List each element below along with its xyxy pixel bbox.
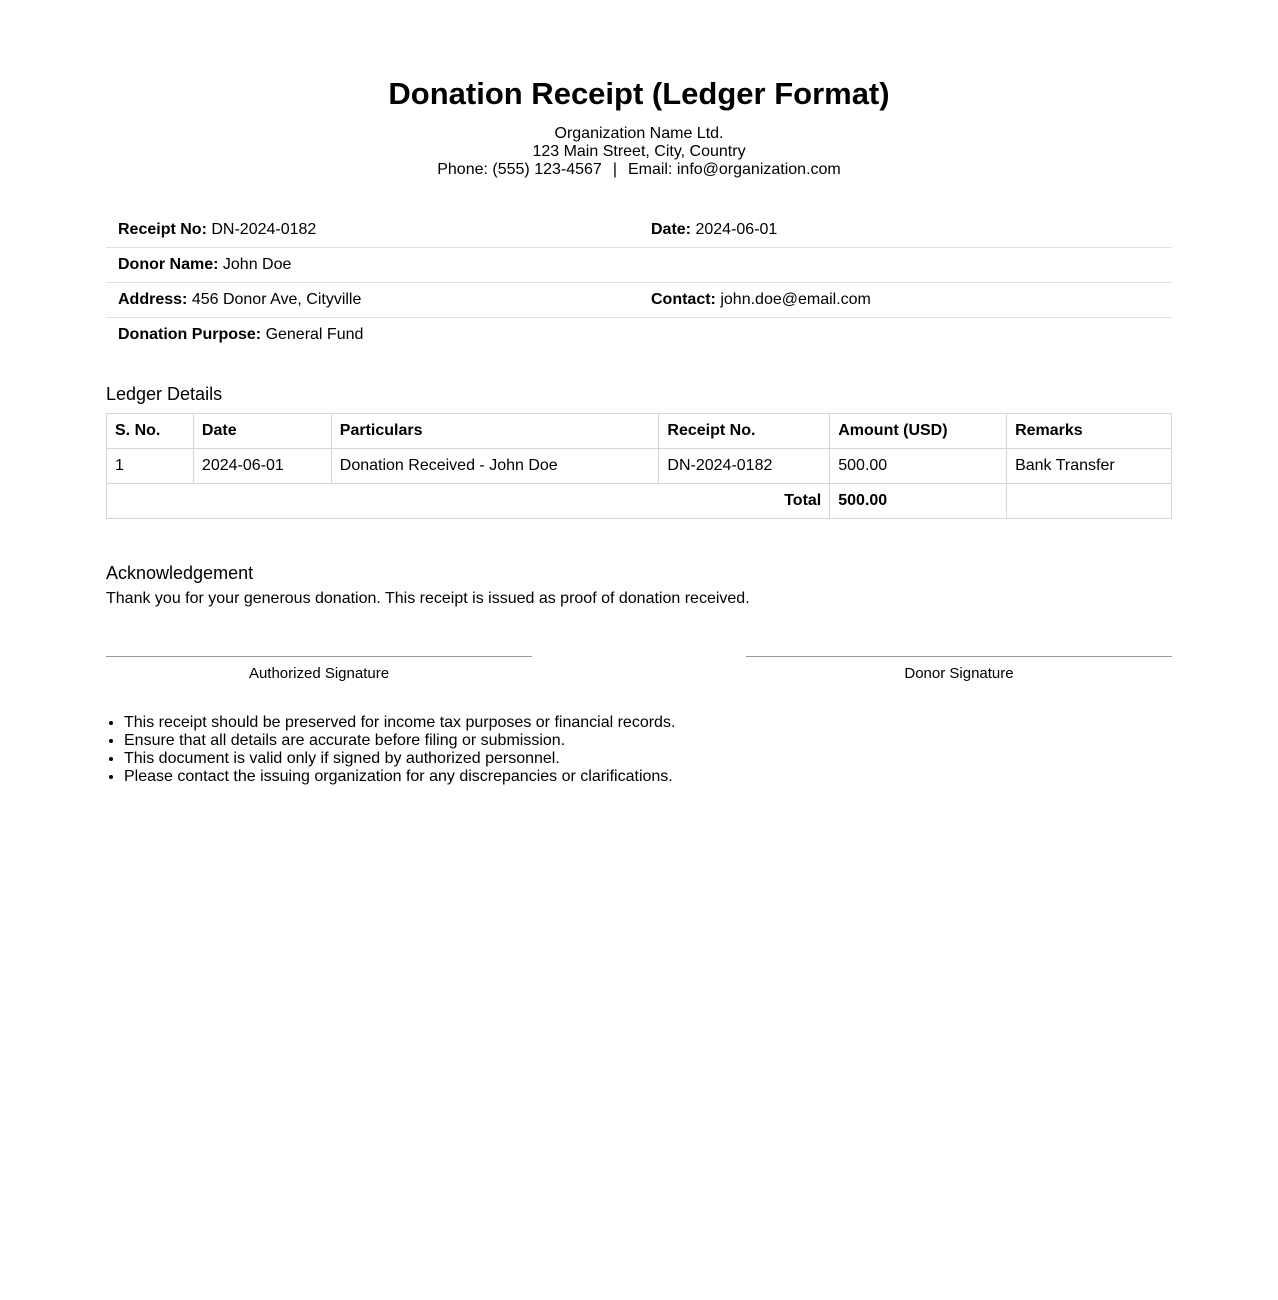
column-header: Remarks: [1007, 414, 1172, 449]
empty-cell: [1007, 484, 1172, 519]
particulars-cell: Donation Received - John Doe: [331, 449, 659, 484]
contact-value: john.doe@email.com: [720, 291, 871, 308]
purpose-cell: [106, 318, 639, 353]
ledger-title: Ledger Details: [106, 384, 223, 404]
serial-cell: 1: [107, 449, 194, 484]
receipt-info-table: [106, 213, 1172, 352]
organization-email: Email: info@organization.com: [627, 161, 841, 178]
date-value: 2024-06-01: [695, 221, 778, 238]
date-cell: [639, 213, 1172, 248]
list-item: • Ensure that all details are accurate before filing or submission.: [124, 732, 1172, 750]
acknowledgement-text: Thank you for your generous donation. This receipt is issued as proof of donation received.: [106, 590, 750, 607]
amount-cell: 500.00: [830, 449, 1007, 484]
authorized-signature-label: Authorized Signature: [248, 665, 390, 682]
empty-cell: [639, 248, 1172, 283]
total-label: Total: [107, 484, 830, 519]
total-row: [107, 484, 1172, 519]
organization-block: [106, 125, 1172, 179]
total-value: 500.00: [830, 484, 1007, 519]
column-header: Receipt No.: [659, 414, 830, 449]
ledger-table: [106, 413, 1172, 519]
column-header: Date: [193, 414, 331, 449]
donor-name-value: John Doe: [222, 256, 292, 273]
list-item: • This receipt should be preserved for income tax purposes or financial records.: [124, 714, 1172, 732]
address-value: 456 Donor Ave, Cityville: [191, 291, 362, 308]
organization-contact: [106, 161, 1172, 179]
organization-name: Organization Name Ltd.: [554, 125, 724, 142]
list-item: • Please contact the issuing organization for any discrepancies or clarifications.: [124, 768, 1172, 786]
contact-separator: |: [612, 161, 617, 178]
empty-cell: [639, 318, 1172, 353]
receipt-no-label: Receipt No:: [118, 221, 207, 238]
date-cell: 2024-06-01: [193, 449, 331, 484]
list-item: • This document is valid only if signed by authorized personnel.: [124, 750, 1172, 768]
page-title: Donation Receipt (Ledger Format): [388, 76, 890, 111]
contact-cell: [639, 283, 1172, 318]
acknowledgement-title: Acknowledgement: [106, 563, 254, 583]
contact-label: Contact:: [651, 291, 716, 308]
receipt-no-cell: DN-2024-0182: [659, 449, 830, 484]
notes-list: [106, 714, 1172, 786]
address-cell: [106, 283, 639, 318]
receipt-no-value: DN-2024-0182: [211, 221, 317, 238]
receipt-page: [106, 0, 1172, 786]
purpose-label: Donation Purpose:: [118, 326, 262, 343]
donor-signature-line: [746, 656, 1172, 682]
date-label: Date:: [651, 221, 692, 238]
signature-section: [106, 656, 1172, 682]
address-label: Address:: [118, 291, 188, 308]
organization-phone: Phone: (555) 123-4567: [437, 161, 602, 178]
column-header: S. No.: [107, 414, 194, 449]
column-header: Particulars: [331, 414, 659, 449]
column-header: Amount (USD): [830, 414, 1007, 449]
info-row: [106, 283, 1172, 318]
info-row: [106, 248, 1172, 283]
donor-name-cell: [106, 248, 639, 283]
donor-signature-label: Donor Signature: [904, 665, 1014, 682]
donor-name-label: Donor Name:: [118, 256, 219, 273]
table-row: [107, 449, 1172, 484]
organization-address: 123 Main Street, City, Country: [532, 143, 746, 160]
info-row: [106, 213, 1172, 248]
remarks-cell: Bank Transfer: [1007, 449, 1172, 484]
info-row: [106, 318, 1172, 353]
purpose-value: General Fund: [265, 326, 364, 343]
ledger-header-row: [107, 414, 1172, 449]
receipt-no-cell: [106, 213, 639, 248]
authorized-signature-line: [106, 656, 532, 682]
